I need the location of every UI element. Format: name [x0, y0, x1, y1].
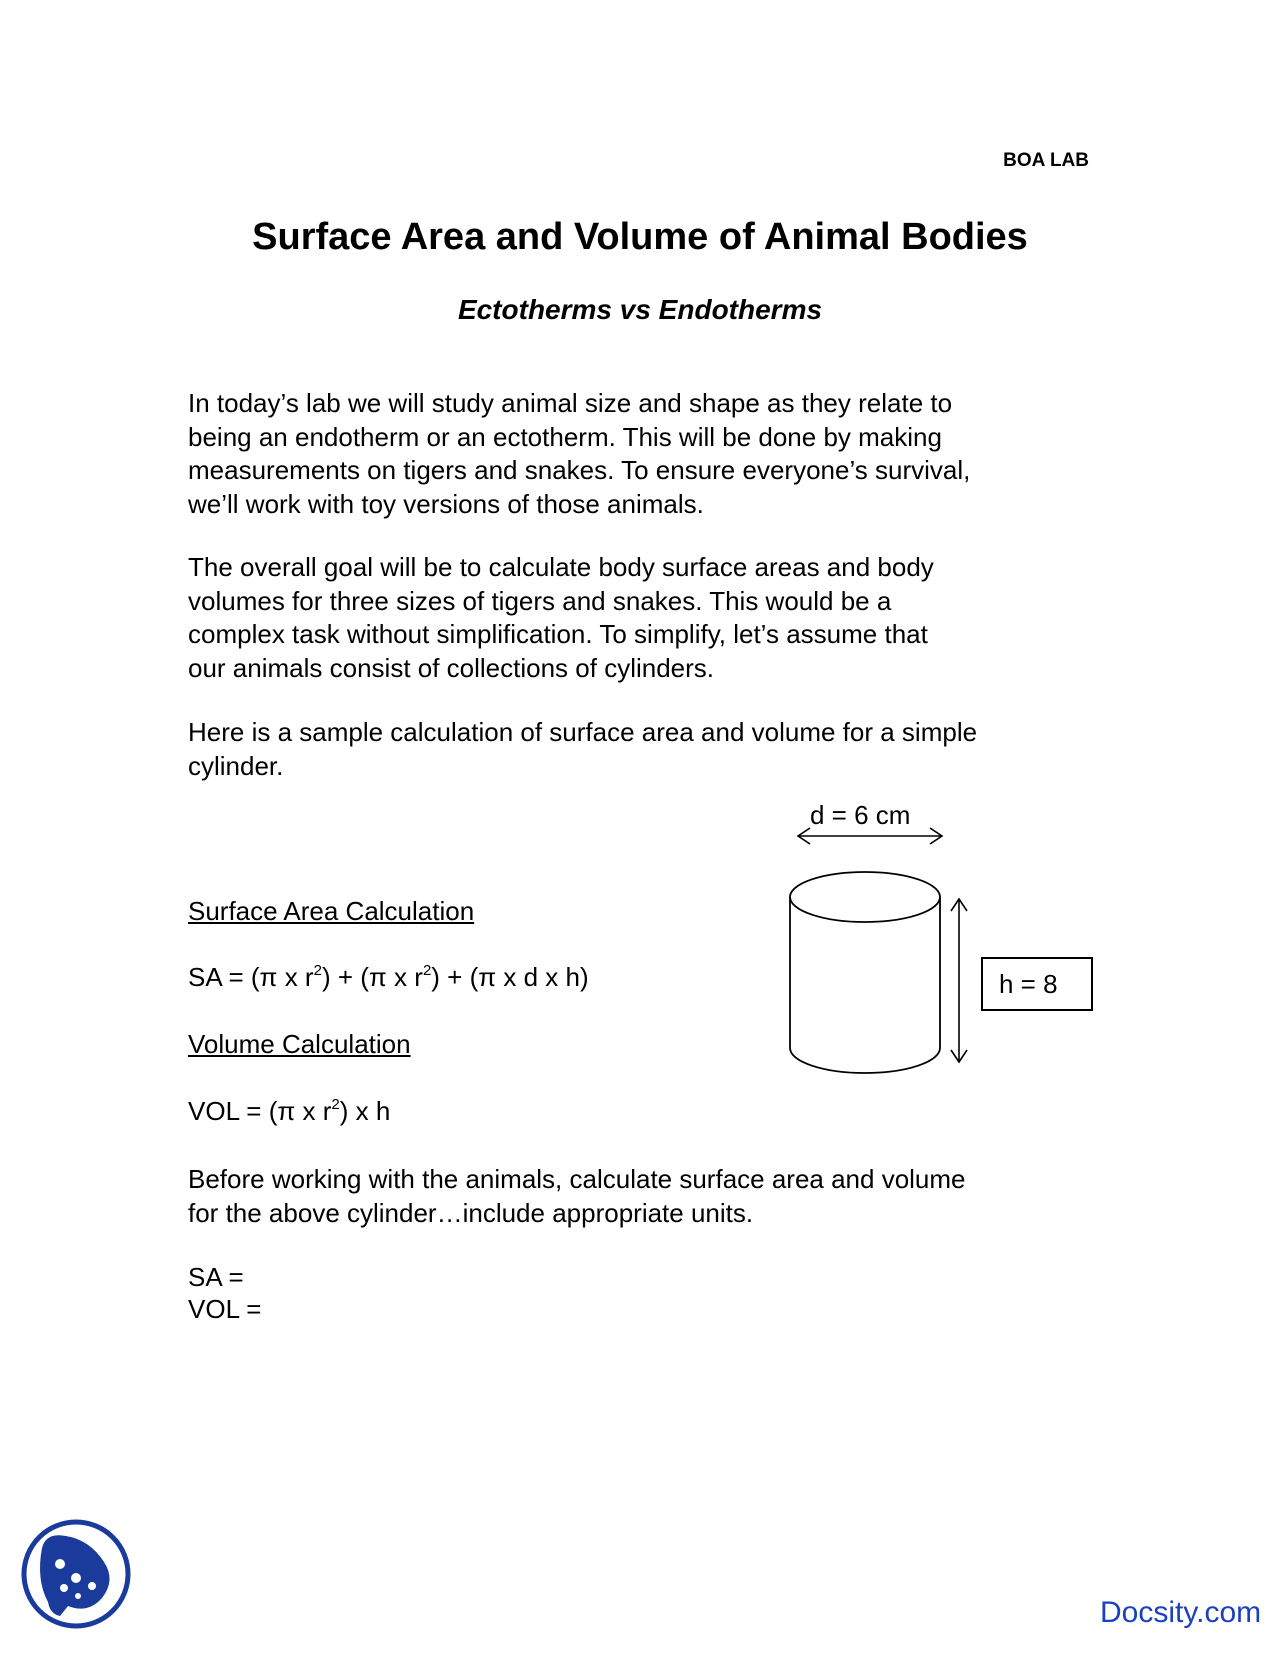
instructions-paragraph [188, 1163, 1108, 1230]
text-line: being an endotherm or an ectotherm. This will be done by making [188, 421, 942, 452]
docsity-watermark[interactable]: Docsity.com [1100, 1596, 1262, 1629]
formula-text: VOL = (π x r [188, 1096, 332, 1126]
formula-text: ) x h [339, 1096, 391, 1126]
exponent: 2 [313, 962, 322, 979]
surface-area-formula [188, 962, 589, 993]
surface-area-heading: Surface Area Calculation [188, 896, 475, 926]
height-label-box: h = 8 [981, 957, 1093, 1011]
page-title: Surface Area and Volume of Animal Bodies [252, 216, 1028, 258]
volume-formula [188, 1096, 390, 1127]
sa-answer-line: SA = [188, 1262, 244, 1292]
diameter-label: d = 6 cm [810, 800, 911, 830]
formula-text: SA = (π x r [188, 962, 314, 992]
text-line: Before working with the animals, calculate surface area and volume [188, 1164, 966, 1194]
text-line: our animals consist of collections of cylinders. [188, 652, 715, 683]
height-arrow [951, 899, 967, 1062]
vol-answer-line: VOL = [188, 1294, 262, 1324]
text-line: for the above cylinder…include appropriate units. [188, 1197, 754, 1228]
text-line: volumes for three sizes of tigers and snakes. This would be a [188, 585, 892, 616]
diameter-arrow [798, 828, 942, 844]
docsity-logo-icon [20, 1518, 132, 1630]
text-line: cylinder. [188, 750, 284, 781]
text-line: In today’s lab we will study animal size and shape as they relate to [188, 388, 953, 418]
text-line: complex task without simplification. To simplify, let’s assume that [188, 619, 928, 649]
exponent: 2 [331, 1096, 340, 1113]
volume-heading: Volume Calculation [188, 1029, 411, 1059]
text-line: we’ll work with toy versions of those animals. [188, 488, 704, 519]
text-line: Here is a sample calculation of surface area and volume for a simple [188, 717, 978, 747]
formula-text: ) + (π x d x h) [431, 962, 589, 992]
cylinder-shape [790, 872, 940, 1073]
text-line: The overall goal will be to calculate body surface areas and body [188, 552, 934, 582]
page-subtitle: Ectotherms vs Endotherms [457, 294, 823, 325]
lab-label: BOA LAB [1003, 150, 1089, 171]
formula-text: ) + (π x r [321, 962, 423, 992]
text-line: measurements on tigers and snakes. To ensure everyone’s survival, [188, 455, 971, 485]
exponent: 2 [422, 962, 432, 979]
